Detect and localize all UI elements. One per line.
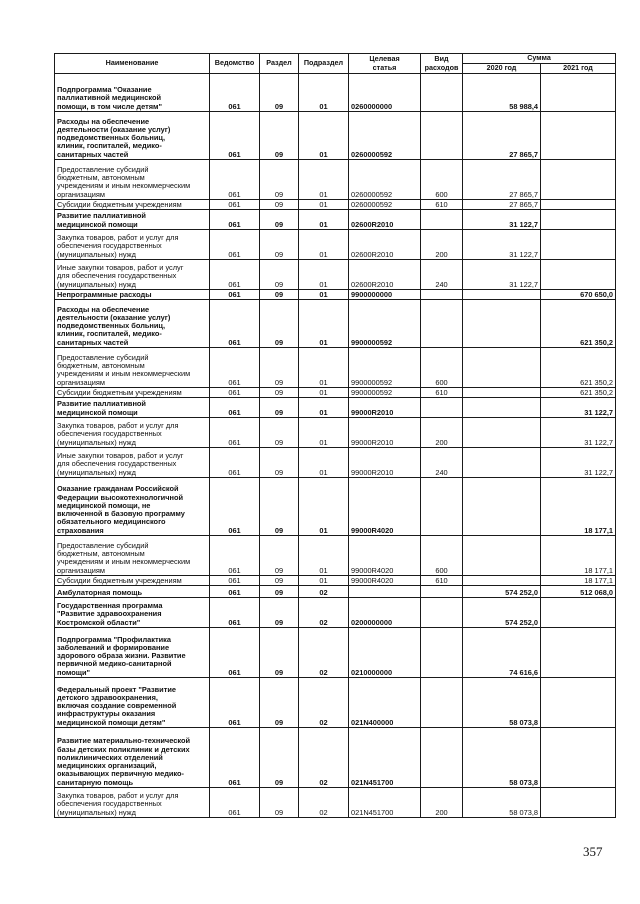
header-expense-type: Вид расходов [421, 54, 463, 74]
cell-section: 09 [260, 678, 299, 728]
cell-dept: 061 [210, 536, 260, 576]
cell-name: Иные закупки товаров, работ и услуг для обеспечения государственных (муниципальных) нужд [55, 260, 210, 290]
cell-type [421, 398, 463, 418]
cell-target: 99000R2010 [349, 398, 421, 418]
table-row [55, 388, 616, 398]
cell-y2021 [541, 788, 616, 818]
table-row [55, 576, 616, 586]
cell-type [421, 300, 463, 348]
cell-y2020: 31 122,7 [463, 230, 541, 260]
cell-y2021 [541, 678, 616, 728]
cell-target: 021N451700 [349, 788, 421, 818]
cell-section: 09 [260, 300, 299, 348]
cell-section: 09 [260, 260, 299, 290]
cell-y2020 [463, 576, 541, 586]
cell-target: 021N400000 [349, 678, 421, 728]
cell-y2020: 31 122,7 [463, 260, 541, 290]
cell-name: Расходы на обеспечение деятельности (оказание услуг) подведомственных больниц, клиник, госпиталей, медико- санитарных частей [55, 112, 210, 160]
cell-target: 99000R4020 [349, 478, 421, 536]
cell-y2021 [541, 74, 616, 112]
cell-y2021: 512 068,0 [541, 586, 616, 598]
cell-subsection: 01 [299, 536, 349, 576]
cell-name: Предоставление субсидий бюджетным, автономным учреждениям и иным некоммерческим организациям [55, 536, 210, 576]
cell-y2020 [463, 388, 541, 398]
cell-dept: 061 [210, 448, 260, 478]
cell-target: 021N451700 [349, 728, 421, 788]
cell-dept: 061 [210, 628, 260, 678]
cell-name: Федеральный проект "Развитие детского здравоохранения, включая создание современной инфраструктуры оказания медицинской помощи детям" [55, 678, 210, 728]
cell-y2021 [541, 160, 616, 200]
cell-y2020: 27 865,7 [463, 112, 541, 160]
cell-dept: 061 [210, 112, 260, 160]
cell-name: Подпрограмма "Профилактика заболеваний и формирование здорового образа жизни. Развитие первичной медико-санитарной помощи" [55, 628, 210, 678]
cell-y2021 [541, 230, 616, 260]
cell-target: 0260000000 [349, 74, 421, 112]
cell-section: 09 [260, 478, 299, 536]
cell-subsection: 01 [299, 388, 349, 398]
cell-section: 09 [260, 348, 299, 388]
table-row [55, 728, 616, 788]
cell-subsection: 01 [299, 300, 349, 348]
cell-y2020: 58 988,4 [463, 74, 541, 112]
cell-subsection: 01 [299, 418, 349, 448]
cell-y2020 [463, 290, 541, 300]
cell-target: 0200000000 [349, 598, 421, 628]
cell-name: Субсидии бюджетным учреждениям [55, 388, 210, 398]
table-row [55, 586, 616, 598]
cell-section: 09 [260, 388, 299, 398]
table-row [55, 74, 616, 112]
header-year-2020: 2020 год [463, 64, 541, 74]
table-row [55, 230, 616, 260]
cell-y2020: 31 122,7 [463, 210, 541, 230]
cell-y2021 [541, 112, 616, 160]
cell-y2020 [463, 478, 541, 536]
cell-y2020 [463, 418, 541, 448]
cell-section: 09 [260, 536, 299, 576]
cell-dept: 061 [210, 788, 260, 818]
cell-name: Предоставление субсидий бюджетным, автономным учреждениям и иным некоммерческим организациям [55, 348, 210, 388]
cell-subsection: 02 [299, 586, 349, 598]
cell-dept: 061 [210, 200, 260, 210]
cell-type: 240 [421, 448, 463, 478]
cell-target: 99000R4020 [349, 536, 421, 576]
cell-y2021 [541, 728, 616, 788]
cell-name: Иные закупки товаров, работ и услуг для обеспечения государственных (муниципальных) нужд [55, 448, 210, 478]
table-row [55, 348, 616, 388]
table-row [55, 260, 616, 290]
cell-dept: 061 [210, 160, 260, 200]
cell-type [421, 478, 463, 536]
cell-target: 0260000592 [349, 112, 421, 160]
cell-dept: 061 [210, 74, 260, 112]
cell-y2021 [541, 260, 616, 290]
cell-subsection: 01 [299, 448, 349, 478]
cell-section: 09 [260, 598, 299, 628]
cell-type [421, 628, 463, 678]
cell-subsection: 01 [299, 398, 349, 418]
cell-dept: 061 [210, 388, 260, 398]
cell-type [421, 112, 463, 160]
cell-type: 610 [421, 200, 463, 210]
cell-target [349, 586, 421, 598]
cell-y2020 [463, 448, 541, 478]
cell-subsection: 01 [299, 112, 349, 160]
table-row [55, 160, 616, 200]
cell-name: Расходы на обеспечение деятельности (оказание услуг) подведомственных больниц, клиник, госпиталей, медико- санитарных частей [55, 300, 210, 348]
table-row [55, 628, 616, 678]
cell-dept: 061 [210, 398, 260, 418]
cell-y2021 [541, 628, 616, 678]
cell-name: Государственная программа "Развитие здравоохранения Костромской области" [55, 598, 210, 628]
cell-name: Закупка товаров, работ и услуг для обеспечения государственных (муниципальных) нужд [55, 418, 210, 448]
table-row [55, 418, 616, 448]
cell-y2021: 18 177,1 [541, 536, 616, 576]
header-year-2021: 2021 год [541, 64, 616, 74]
cell-y2020 [463, 348, 541, 388]
cell-dept: 061 [210, 576, 260, 586]
cell-type: 610 [421, 576, 463, 586]
header-amount: Сумма [463, 54, 616, 64]
cell-y2020: 27 865,7 [463, 200, 541, 210]
cell-name: Амбулаторная помощь [55, 586, 210, 598]
cell-name: Субсидии бюджетным учреждениям [55, 200, 210, 210]
cell-y2020: 58 073,8 [463, 788, 541, 818]
cell-name: Развитие материально-технической базы детских поликлиник и детских поликлинических отделений медицинских организаций, оказывающих первичную медико- санитарную помощь [55, 728, 210, 788]
cell-y2021: 621 350,2 [541, 348, 616, 388]
table-row [55, 788, 616, 818]
cell-target: 0260000592 [349, 160, 421, 200]
table-row [55, 112, 616, 160]
cell-name: Субсидии бюджетным учреждениям [55, 576, 210, 586]
cell-name: Непрограммные расходы [55, 290, 210, 300]
table-row [55, 448, 616, 478]
cell-y2021: 31 122,7 [541, 418, 616, 448]
cell-subsection: 02 [299, 678, 349, 728]
cell-dept: 061 [210, 418, 260, 448]
cell-y2020 [463, 300, 541, 348]
cell-section: 09 [260, 230, 299, 260]
cell-target: 0260000592 [349, 200, 421, 210]
cell-y2021: 621 350,2 [541, 388, 616, 398]
cell-y2020: 58 073,8 [463, 678, 541, 728]
cell-subsection: 01 [299, 160, 349, 200]
cell-dept: 061 [210, 598, 260, 628]
cell-name: Развитие паллиативной медицинской помощи [55, 398, 210, 418]
cell-dept: 061 [210, 230, 260, 260]
cell-subsection: 01 [299, 200, 349, 210]
cell-type: 600 [421, 536, 463, 576]
cell-subsection: 01 [299, 210, 349, 230]
table-row [55, 200, 616, 210]
table-row [55, 300, 616, 348]
cell-subsection: 01 [299, 478, 349, 536]
table-body [55, 74, 616, 818]
cell-type [421, 678, 463, 728]
cell-subsection: 02 [299, 788, 349, 818]
cell-type: 600 [421, 160, 463, 200]
cell-y2020: 574 252,0 [463, 598, 541, 628]
cell-name: Оказание гражданам Российской Федерации высокотехнологичной медицинской помощи, не включенной в базовую программу обязательного медицинского страхования [55, 478, 210, 536]
cell-type: 200 [421, 788, 463, 818]
cell-y2021: 31 122,7 [541, 398, 616, 418]
cell-type [421, 74, 463, 112]
cell-type [421, 586, 463, 598]
header-section: Раздел [260, 54, 299, 74]
cell-target: 0210000000 [349, 628, 421, 678]
table-row [55, 210, 616, 230]
cell-type: 200 [421, 418, 463, 448]
cell-dept: 061 [210, 728, 260, 788]
cell-section: 09 [260, 728, 299, 788]
cell-target: 02600R2010 [349, 230, 421, 260]
cell-section: 09 [260, 788, 299, 818]
cell-y2021: 31 122,7 [541, 448, 616, 478]
cell-subsection: 02 [299, 598, 349, 628]
table-row [55, 678, 616, 728]
table-row [55, 478, 616, 536]
cell-target: 9900000592 [349, 348, 421, 388]
cell-section: 09 [260, 418, 299, 448]
cell-target: 99000R4020 [349, 576, 421, 586]
cell-section: 09 [260, 586, 299, 598]
cell-subsection: 02 [299, 728, 349, 788]
cell-section: 09 [260, 398, 299, 418]
header-name: Наименование [55, 54, 210, 74]
cell-dept: 061 [210, 290, 260, 300]
cell-type: 200 [421, 230, 463, 260]
cell-section: 09 [260, 628, 299, 678]
cell-subsection: 01 [299, 74, 349, 112]
cell-section: 09 [260, 210, 299, 230]
cell-y2020: 27 865,7 [463, 160, 541, 200]
cell-dept: 061 [210, 210, 260, 230]
cell-target: 9900000000 [349, 290, 421, 300]
budget-table [54, 53, 616, 818]
cell-section: 09 [260, 160, 299, 200]
cell-target: 99000R2010 [349, 418, 421, 448]
cell-target: 02600R2010 [349, 260, 421, 290]
cell-dept: 061 [210, 586, 260, 598]
cell-section: 09 [260, 112, 299, 160]
page-number: 357 [583, 844, 603, 859]
cell-dept: 061 [210, 300, 260, 348]
cell-y2020: 574 252,0 [463, 586, 541, 598]
header-subsection: Подраздел [299, 54, 349, 74]
cell-subsection: 01 [299, 290, 349, 300]
cell-name: Закупка товаров, работ и услуг для обеспечения государственных (муниципальных) нужд [55, 230, 210, 260]
cell-y2021 [541, 200, 616, 210]
cell-subsection: 01 [299, 260, 349, 290]
cell-target: 9900000592 [349, 388, 421, 398]
header-dept: Ведомство [210, 54, 260, 74]
cell-section: 09 [260, 448, 299, 478]
header-target: Целевая статья [349, 54, 421, 74]
cell-subsection: 02 [299, 628, 349, 678]
cell-y2021: 621 350,2 [541, 300, 616, 348]
cell-section: 09 [260, 74, 299, 112]
cell-dept: 061 [210, 478, 260, 536]
cell-type [421, 598, 463, 628]
cell-y2021: 670 650,0 [541, 290, 616, 300]
table-row [55, 536, 616, 576]
cell-subsection: 01 [299, 348, 349, 388]
table-row [55, 398, 616, 418]
cell-y2020 [463, 398, 541, 418]
cell-y2021 [541, 598, 616, 628]
cell-type [421, 290, 463, 300]
cell-target: 99000R2010 [349, 448, 421, 478]
cell-dept: 061 [210, 678, 260, 728]
cell-type: 600 [421, 348, 463, 388]
table-row [55, 290, 616, 300]
cell-target: 02600R2010 [349, 210, 421, 230]
cell-subsection: 01 [299, 230, 349, 260]
cell-y2020: 58 073,8 [463, 728, 541, 788]
cell-name: Предоставление субсидий бюджетным, автономным учреждениям и иным некоммерческим организациям [55, 160, 210, 200]
cell-section: 09 [260, 200, 299, 210]
cell-target: 9900000592 [349, 300, 421, 348]
cell-name: Закупка товаров, работ и услуг для обеспечения государственных (муниципальных) нужд [55, 788, 210, 818]
cell-type: 610 [421, 388, 463, 398]
cell-y2020 [463, 536, 541, 576]
cell-type [421, 728, 463, 788]
cell-y2021: 18 177,1 [541, 576, 616, 586]
cell-type [421, 210, 463, 230]
cell-y2021: 18 177,1 [541, 478, 616, 536]
cell-subsection: 01 [299, 576, 349, 586]
cell-y2021 [541, 210, 616, 230]
cell-section: 09 [260, 576, 299, 586]
cell-y2020: 74 616,6 [463, 628, 541, 678]
cell-dept: 061 [210, 348, 260, 388]
cell-name: Развитие паллиативной медицинской помощи [55, 210, 210, 230]
cell-type: 240 [421, 260, 463, 290]
cell-section: 09 [260, 290, 299, 300]
cell-dept: 061 [210, 260, 260, 290]
cell-name: Подпрограмма "Оказание паллиативной медицинской помощи, в том числе детям" [55, 74, 210, 112]
table-row [55, 598, 616, 628]
